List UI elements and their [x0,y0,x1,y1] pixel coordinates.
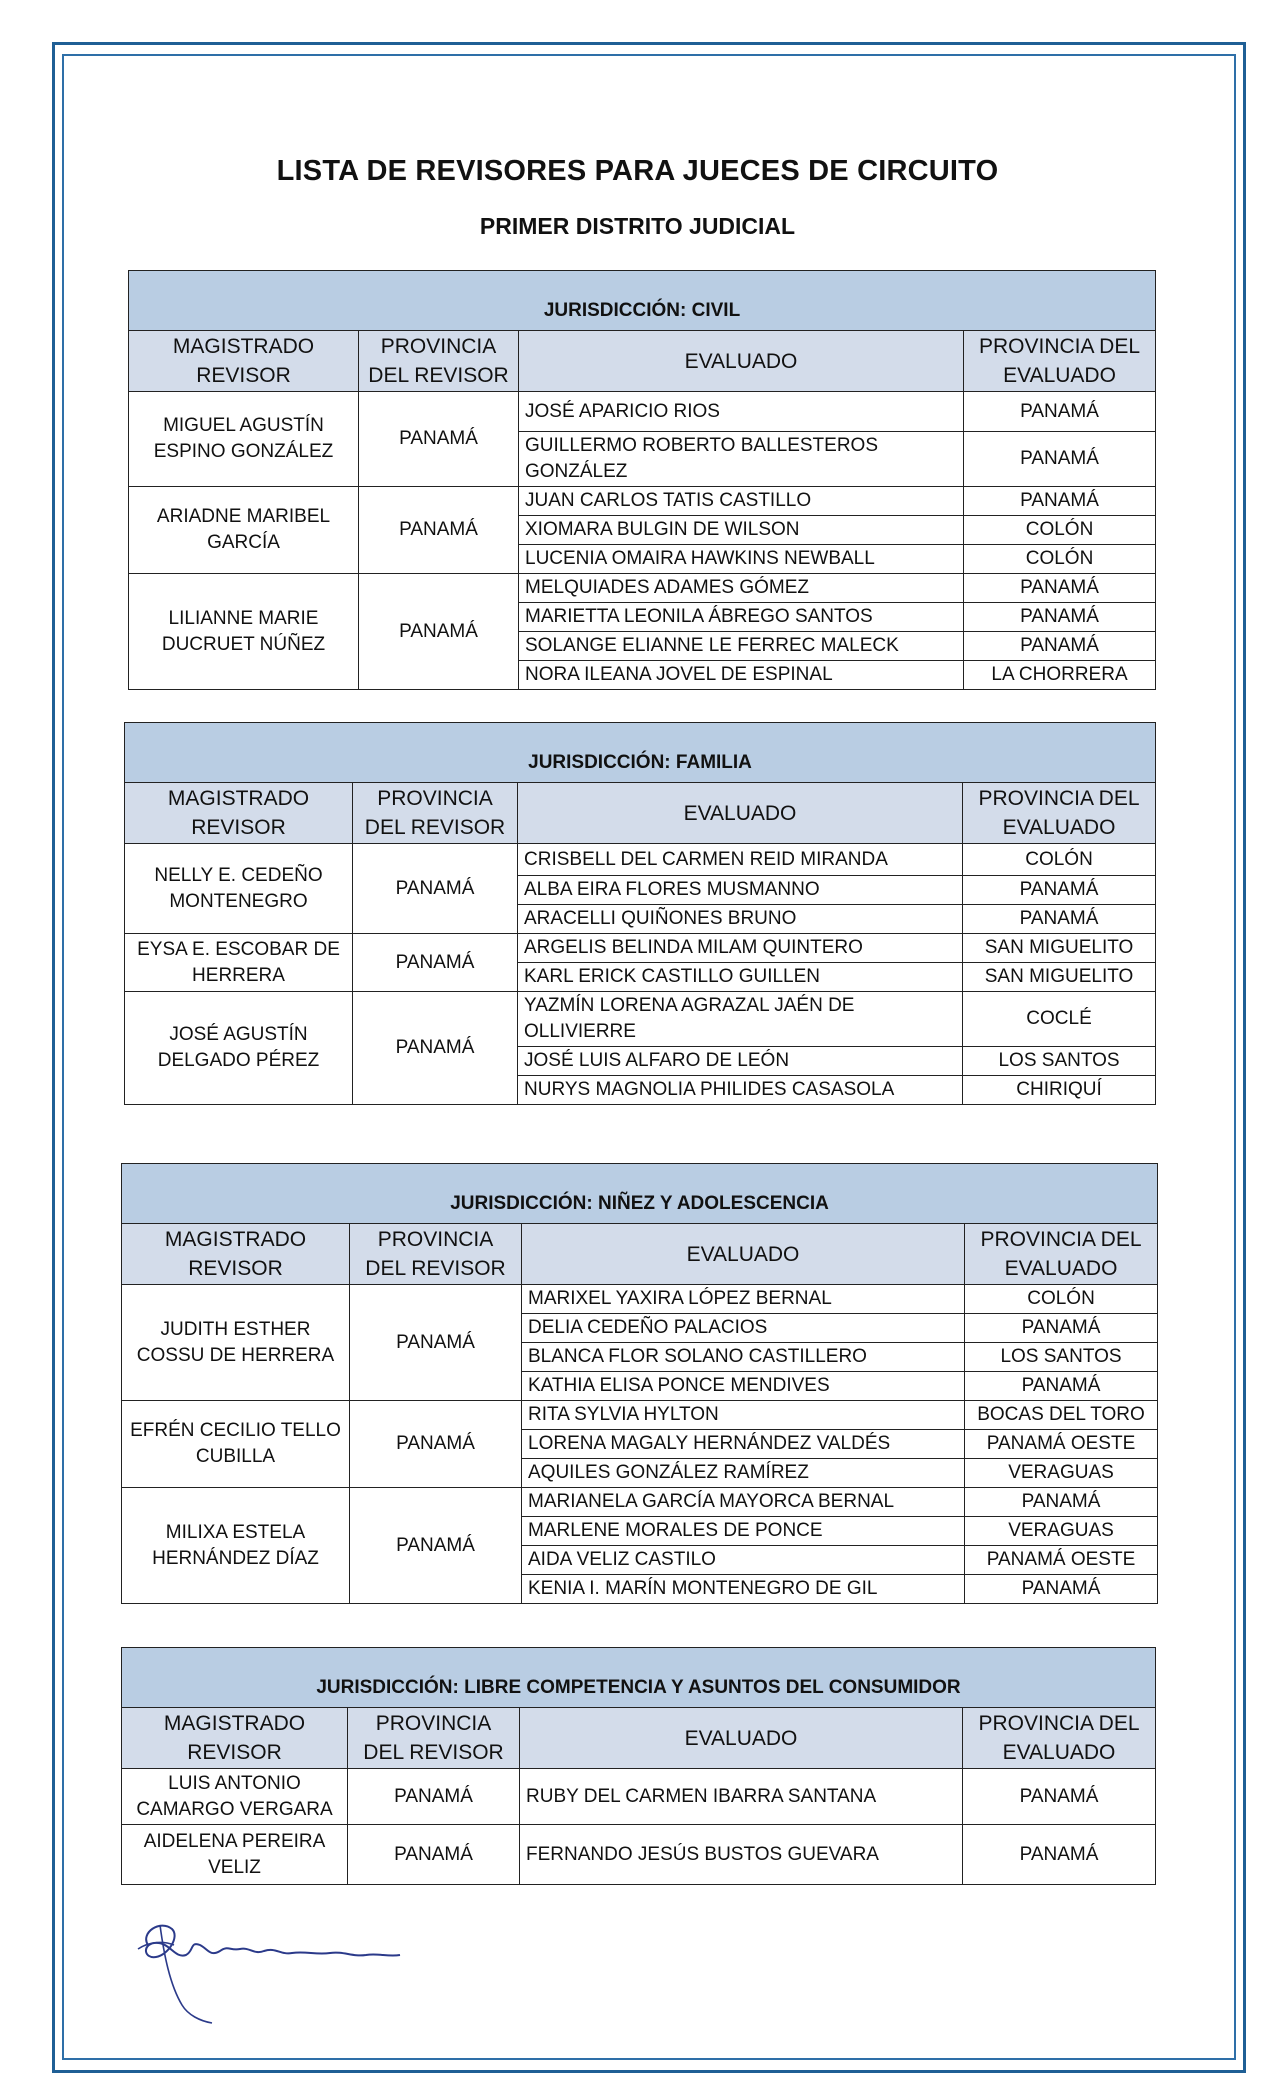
jurisdiction-heading: JURISDICCIÓN: CIVIL [129,271,1156,331]
table-row [122,1285,1158,1314]
evaluado-cell: LUCENIA OMAIRA HAWKINS NEWBALL [519,545,964,574]
column-header-magistrado: MAGISTRADO REVISOR [122,1708,348,1769]
table-row [122,1401,1158,1430]
provincia-evaluado-cell: VERAGUAS [965,1517,1158,1546]
evaluado-cell: JOSÉ LUIS ALFARO DE LEÓN [518,1047,963,1076]
evaluado-cell: KATHIA ELISA PONCE MENDIVES [522,1372,965,1401]
jurisdiction-heading: JURISDICCIÓN: LIBRE COMPETENCIA Y ASUNTOS DEL CONSUMIDOR [122,1648,1156,1708]
provincia-revisor-cell: PANAMÁ [353,992,518,1105]
provincia-evaluado-cell: PANAMÁ [964,574,1156,603]
jurisdiction-table [124,722,1156,1105]
magistrado-revisor-cell: MIGUEL AGUSTÍN ESPINO GONZÁLEZ [129,392,359,487]
provincia-evaluado-cell: PANAMÁ [964,432,1156,487]
column-header-provincia-evaluado: PROVINCIA DEL EVALUADO [963,1708,1156,1769]
evaluado-cell: MARIANELA GARCÍA MAYORCA BERNAL [522,1488,965,1517]
magistrado-revisor-cell: LUIS ANTONIO CAMARGO VERGARA [122,1769,348,1825]
provincia-revisor-cell: PANAMÁ [359,487,519,574]
magistrado-revisor-cell: EYSA E. ESCOBAR DE HERRERA [125,934,353,992]
provincia-evaluado-cell: COLÓN [964,516,1156,545]
provincia-revisor-cell: PANAMÁ [353,844,518,934]
provincia-evaluado-cell: COLÓN [963,844,1156,876]
table-row [129,487,1156,516]
evaluado-cell: AIDA VELIZ CASTILO [522,1546,965,1575]
provincia-revisor-cell: PANAMÁ [348,1825,520,1885]
handwritten-signature [130,1905,410,2025]
column-header-provincia-evaluado: PROVINCIA DEL EVALUADO [965,1224,1158,1285]
evaluado-cell: NORA ILEANA JOVEL DE ESPINAL [519,661,964,690]
jurisdiction-table [128,270,1156,690]
provincia-evaluado-cell: PANAMÁ [964,632,1156,661]
column-header-magistrado: MAGISTRADO REVISOR [129,331,359,392]
provincia-evaluado-cell: COLÓN [964,545,1156,574]
evaluado-cell: KENIA I. MARÍN MONTENEGRO DE GIL [522,1575,965,1604]
evaluado-cell: ARACELLI QUIÑONES BRUNO [518,905,963,934]
evaluado-cell: MARIXEL YAXIRA LÓPEZ BERNAL [522,1285,965,1314]
evaluado-cell: YAZMÍN LORENA AGRAZAL JAÉN DE OLLIVIERRE [518,992,963,1047]
provincia-evaluado-cell: LA CHORRERA [964,661,1156,690]
evaluado-cell: MARIETTA LEONILA ÁBREGO SANTOS [519,603,964,632]
magistrado-revisor-cell: EFRÉN CECILIO TELLO CUBILLA [122,1401,350,1488]
provincia-evaluado-cell: PANAMÁ [964,603,1156,632]
table-row [125,934,1156,963]
table-row [122,1825,1156,1885]
evaluado-cell: SOLANGE ELIANNE LE FERREC MALECK [519,632,964,661]
evaluado-cell: XIOMARA BULGIN DE WILSON [519,516,964,545]
evaluado-cell: RUBY DEL CARMEN IBARRA SANTANA [520,1769,963,1825]
evaluado-cell: ALBA EIRA FLORES MUSMANNO [518,876,963,905]
column-header-provincia-revisor: PROVINCIA DEL REVISOR [353,783,518,844]
column-header-provincia-evaluado: PROVINCIA DEL EVALUADO [963,783,1156,844]
column-header-evaluado: EVALUADO [518,783,963,844]
provincia-revisor-cell: PANAMÁ [359,574,519,690]
provincia-revisor-cell: PANAMÁ [348,1769,520,1825]
table-row [129,392,1156,432]
evaluado-cell: RITA SYLVIA HYLTON [522,1401,965,1430]
magistrado-revisor-cell: MILIXA ESTELA HERNÁNDEZ DÍAZ [122,1488,350,1604]
column-header-evaluado: EVALUADO [522,1224,965,1285]
evaluado-cell: LORENA MAGALY HERNÁNDEZ VALDÉS [522,1430,965,1459]
evaluado-cell: KARL ERICK CASTILLO GUILLEN [518,963,963,992]
provincia-evaluado-cell: PANAMÁ [963,1769,1156,1825]
evaluado-cell: CRISBELL DEL CARMEN REID MIRANDA [518,844,963,876]
jurisdiction-table [121,1647,1156,1885]
provincia-evaluado-cell: PANAMÁ OESTE [965,1430,1158,1459]
column-header-provincia-evaluado: PROVINCIA DEL EVALUADO [964,331,1156,392]
table-row [129,574,1156,603]
evaluado-cell: MELQUIADES ADAMES GÓMEZ [519,574,964,603]
document-subtitle: PRIMER DISTRITO JUDICIAL [479,213,796,239]
provincia-evaluado-cell: PANAMÁ [965,1314,1158,1343]
provincia-evaluado-cell: PANAMÁ [964,487,1156,516]
provincia-evaluado-cell: LOS SANTOS [965,1343,1158,1372]
provincia-evaluado-cell: VERAGUAS [965,1459,1158,1488]
column-header-evaluado: EVALUADO [520,1708,963,1769]
evaluado-cell: FERNANDO JESÚS BUSTOS GUEVARA [520,1825,963,1885]
magistrado-revisor-cell: ARIADNE MARIBEL GARCÍA [129,487,359,574]
evaluado-cell: JOSÉ APARICIO RIOS [519,392,964,432]
provincia-evaluado-cell: PANAMÁ [965,1372,1158,1401]
jurisdiction-heading: JURISDICCIÓN: FAMILIA [125,723,1156,783]
jurisdiction-heading: JURISDICCIÓN: NIÑEZ Y ADOLESCENCIA [122,1164,1158,1224]
provincia-evaluado-cell: PANAMÁ [963,905,1156,934]
column-header-magistrado: MAGISTRADO REVISOR [122,1224,350,1285]
provincia-revisor-cell: PANAMÁ [350,1285,522,1401]
evaluado-cell: NURYS MAGNOLIA PHILIDES CASASOLA [518,1076,963,1105]
table-row [125,844,1156,876]
provincia-evaluado-cell: PANAMÁ [963,1825,1156,1885]
provincia-revisor-cell: PANAMÁ [350,1488,522,1604]
provincia-evaluado-cell: PANAMÁ OESTE [965,1546,1158,1575]
provincia-evaluado-cell: LOS SANTOS [963,1047,1156,1076]
evaluado-cell: MARLENE MORALES DE PONCE [522,1517,965,1546]
provincia-revisor-cell: PANAMÁ [350,1401,522,1488]
provincia-evaluado-cell: COCLÉ [963,992,1156,1047]
provincia-evaluado-cell: COLÓN [965,1285,1158,1314]
magistrado-revisor-cell: NELLY E. CEDEÑO MONTENEGRO [125,844,353,934]
document-title: LISTA DE REVISORES PARA JUECES DE CIRCUITO [276,155,999,187]
evaluado-cell: ARGELIS BELINDA MILAM QUINTERO [518,934,963,963]
evaluado-cell: GUILLERMO ROBERTO BALLESTEROS GONZÁLEZ [519,432,964,487]
column-header-provincia-revisor: PROVINCIA DEL REVISOR [350,1224,522,1285]
provincia-evaluado-cell: PANAMÁ [963,876,1156,905]
provincia-evaluado-cell: CHIRIQUÍ [963,1076,1156,1105]
provincia-evaluado-cell: BOCAS DEL TORO [965,1401,1158,1430]
evaluado-cell: JUAN CARLOS TATIS CASTILLO [519,487,964,516]
table-row [122,1488,1158,1517]
evaluado-cell: BLANCA FLOR SOLANO CASTILLERO [522,1343,965,1372]
provincia-evaluado-cell: PANAMÁ [965,1488,1158,1517]
magistrado-revisor-cell: JUDITH ESTHER COSSU DE HERRERA [122,1285,350,1401]
provincia-evaluado-cell: SAN MIGUELITO [963,963,1156,992]
provincia-revisor-cell: PANAMÁ [353,934,518,992]
magistrado-revisor-cell: AIDELENA PEREIRA VELIZ [122,1825,348,1885]
jurisdiction-table [121,1163,1158,1604]
evaluado-cell: DELIA CEDEÑO PALACIOS [522,1314,965,1343]
table-row [122,1769,1156,1825]
table-row [125,992,1156,1047]
column-header-provincia-revisor: PROVINCIA DEL REVISOR [359,331,519,392]
magistrado-revisor-cell: JOSÉ AGUSTÍN DELGADO PÉREZ [125,992,353,1105]
column-header-magistrado: MAGISTRADO REVISOR [125,783,353,844]
provincia-revisor-cell: PANAMÁ [359,392,519,487]
provincia-evaluado-cell: PANAMÁ [964,392,1156,432]
provincia-evaluado-cell: PANAMÁ [965,1575,1158,1604]
provincia-evaluado-cell: SAN MIGUELITO [963,934,1156,963]
column-header-evaluado: EVALUADO [519,331,964,392]
column-header-provincia-revisor: PROVINCIA DEL REVISOR [348,1708,520,1769]
evaluado-cell: AQUILES GONZÁLEZ RAMÍREZ [522,1459,965,1488]
magistrado-revisor-cell: LILIANNE MARIE DUCRUET NÚÑEZ [129,574,359,690]
